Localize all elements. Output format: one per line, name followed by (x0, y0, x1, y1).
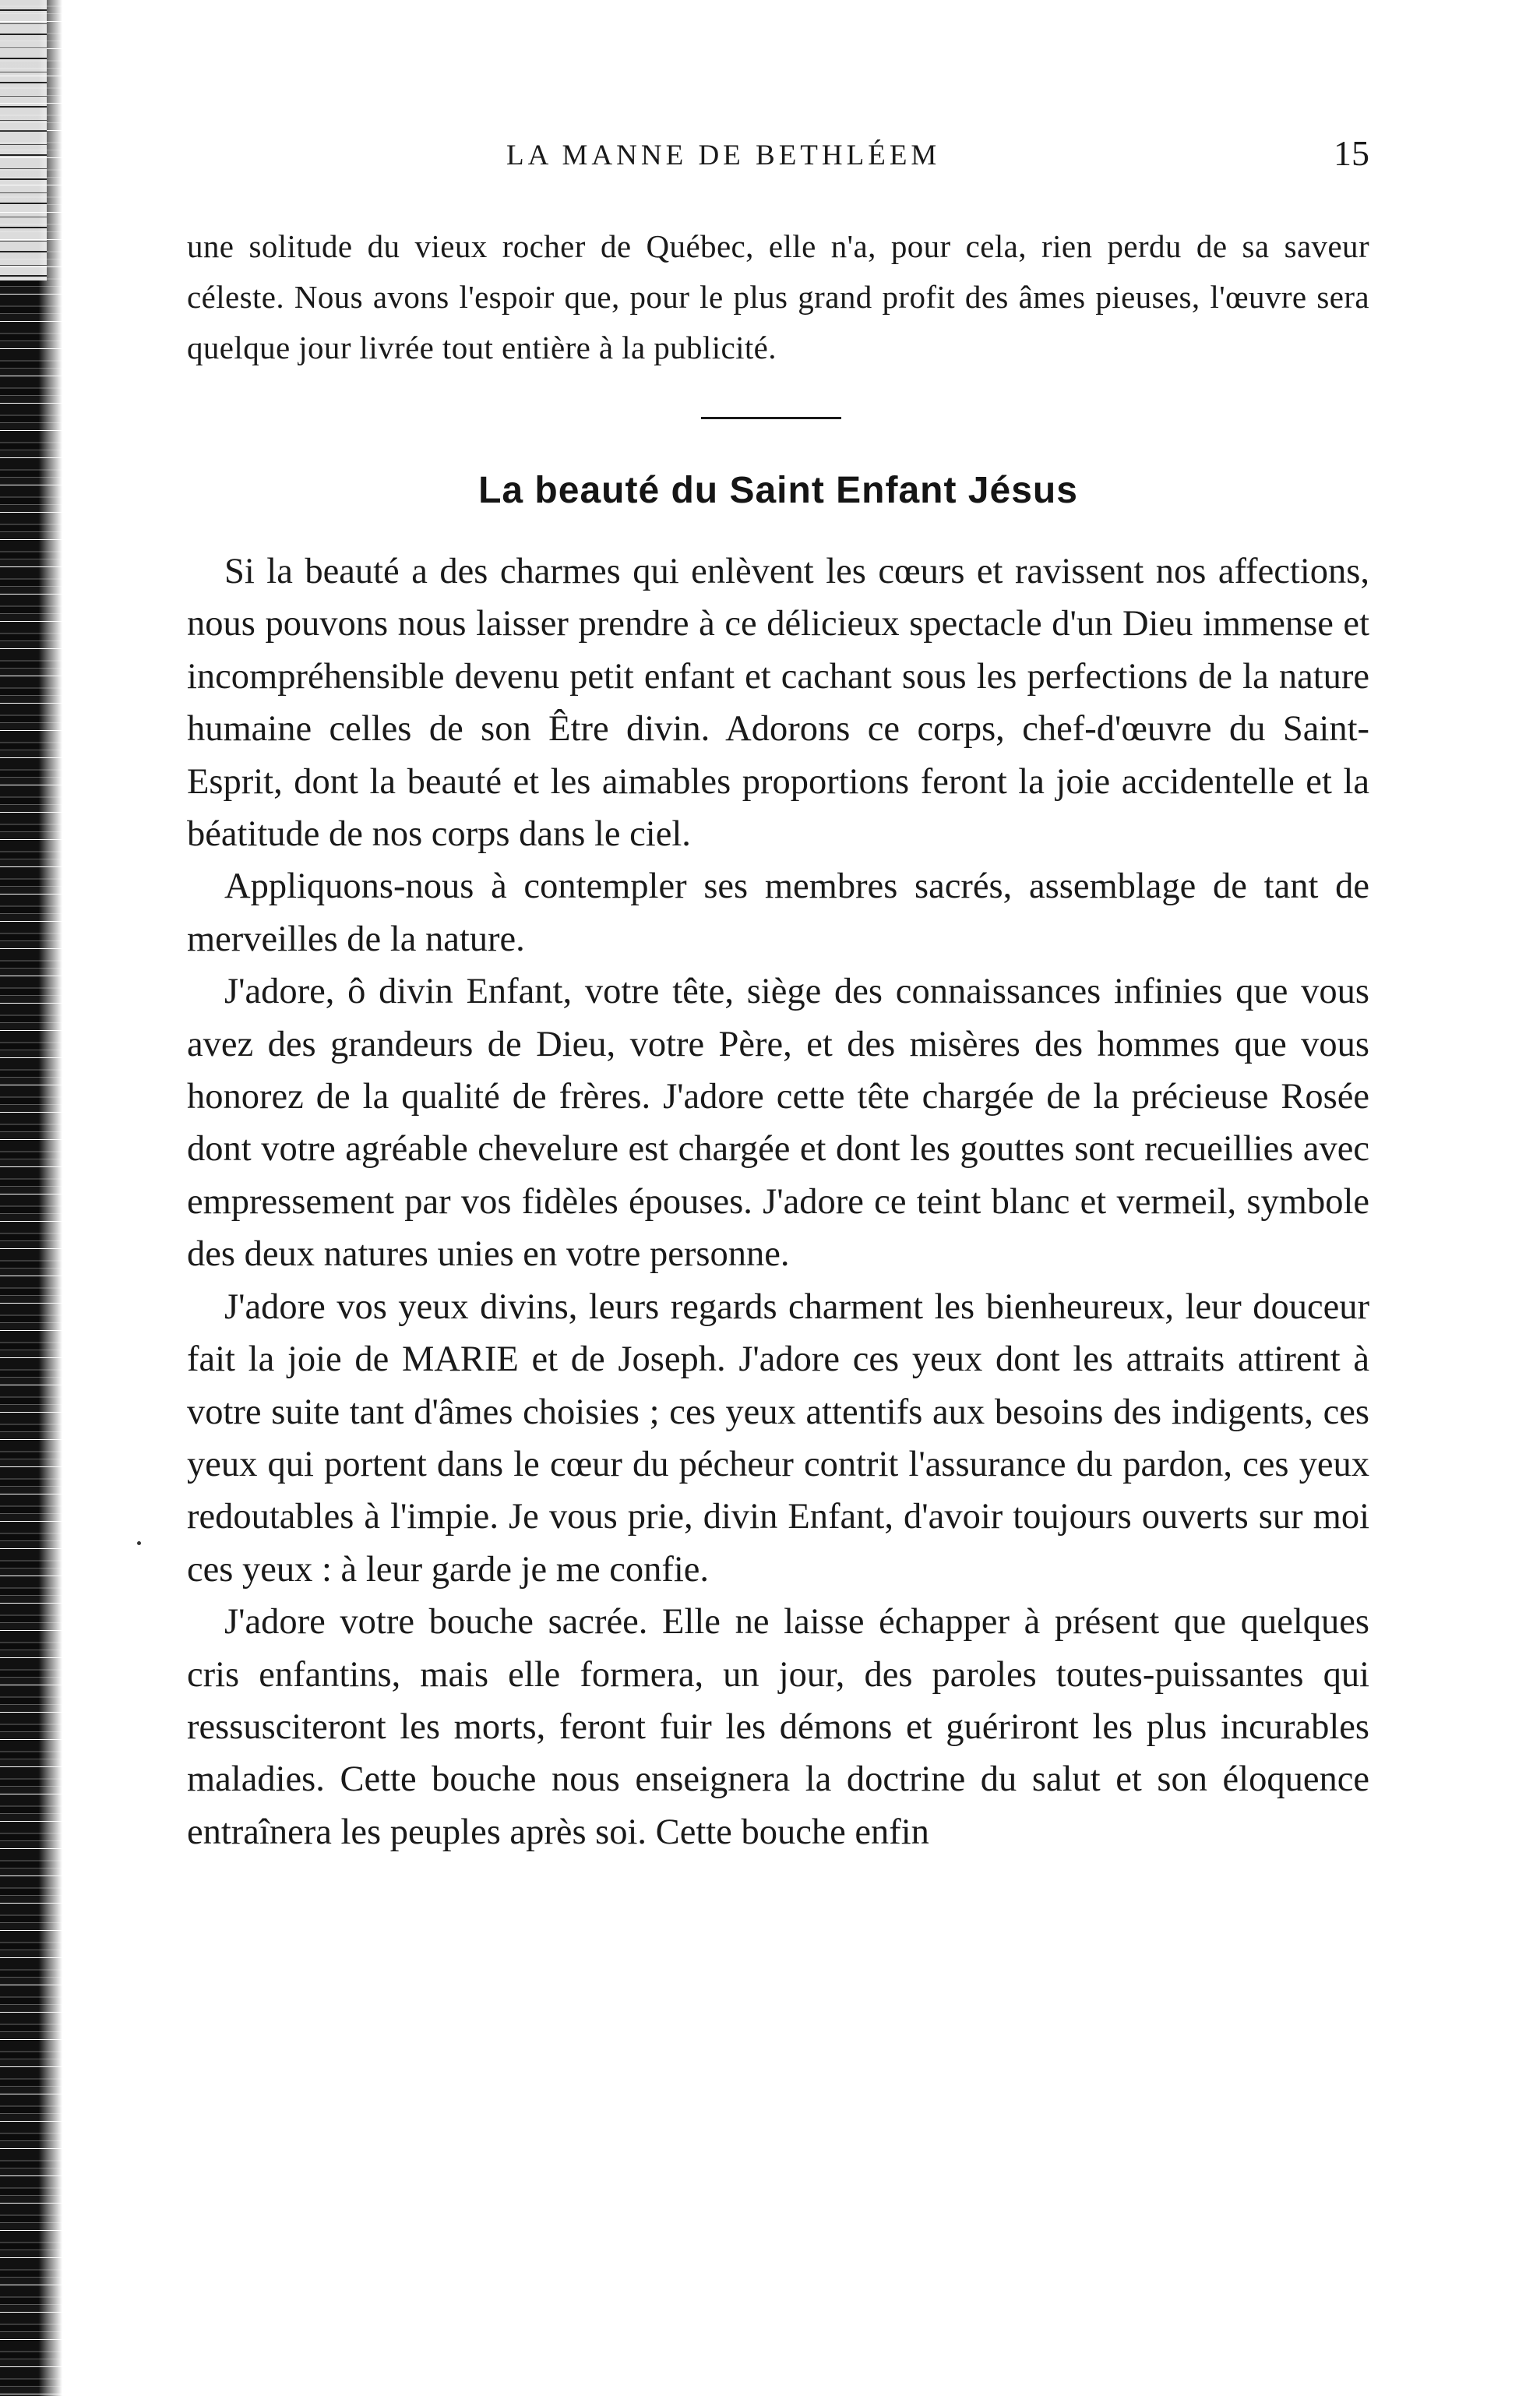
running-head (187, 133, 1369, 185)
binding-edge (0, 0, 62, 2396)
separator-rule (701, 417, 841, 419)
section-body (187, 545, 1369, 1858)
intro-paragraph: une solitude du vieux rocher de Québec, elle n'a, pour cela, rien perdu de sa saveur céleste. Nous avons l'espoir que, pour le plus grand profit des âmes pieuses, l'œuvre sera quelque jour livrée tout entière à la publicité. (187, 228, 1369, 365)
body-paragraph: Appliquons-nous à contempler ses membres sacrés, assemblage de tant de merveilles de la nature. (187, 866, 1369, 959)
body-paragraph: J'adore votre bouche sacrée. Elle ne laisse échapper à présent que quelques cris enfantins, mais elle formera, un jour, des paroles toutes-puissantes qui ressusciteront les morts, feront fuir les démons et guériront les plus incurables maladies. Cette bouche nous enseignera la doctrine du salut et son éloquence entraînera les peuples après soi. Cette bouche enfin (187, 1602, 1369, 1852)
body-paragraph: J'adore, ô divin Enfant, votre tête, siège des connaissances infinies que vous avez des grandeurs de Dieu, votre Père, et des misères des hommes que vous honorez de la qualité de frères. J'adore cette tête chargée de la précieuse Rosée dont votre agréable chevelure est chargée et dont les gouttes sont recueillies avec empressement par vos fidèles épouses. J'adore ce teint blanc et vermeil, symbole des deux natures unies en votre personne. (187, 972, 1369, 1275)
body-paragraph: J'adore vos yeux divins, leurs regards charment les bienheureux, leur douceur fait la joie de MARIE et de Joseph. J'adore ces yeux dont les attraits attirent à votre suite tant d'âmes choisies ; ces yeux attentifs aux besoins des indigents, ces yeux qui portent dans le cœur du pécheur contrit l'assurance du pardon, ces yeux redoutables à l'impie. Je vous prie, divin Enfant, d'avoir toujours ouverts sur moi ces yeux : à leur garde je me confie. (187, 1286, 1369, 1590)
running-title: LA MANNE DE BETHLÉEM (506, 139, 941, 171)
page-number: 15 (1334, 133, 1369, 173)
stray-ink-dot (137, 1541, 141, 1545)
section-heading: La beauté du Saint Enfant Jésus (478, 470, 1078, 511)
binding-edge-top (0, 0, 47, 281)
intro-block (187, 221, 1369, 373)
body-paragraph: Si la beauté a des charmes qui enlèvent les cœurs et ravissent nos affections, nous pouvons nous laisser prendre à ce délicieux spectacle d'un Dieu immense et incompréhensible devenu petit enfant et cachant sous les perfections de la nature humaine celles de son Être divin. Adorons ce corps, chef-d'œuvre du Saint-Esprit, dont la beauté et les aimables proportions feront la joie accidentelle et la béatitude de nos corps dans le ciel. (187, 552, 1369, 855)
